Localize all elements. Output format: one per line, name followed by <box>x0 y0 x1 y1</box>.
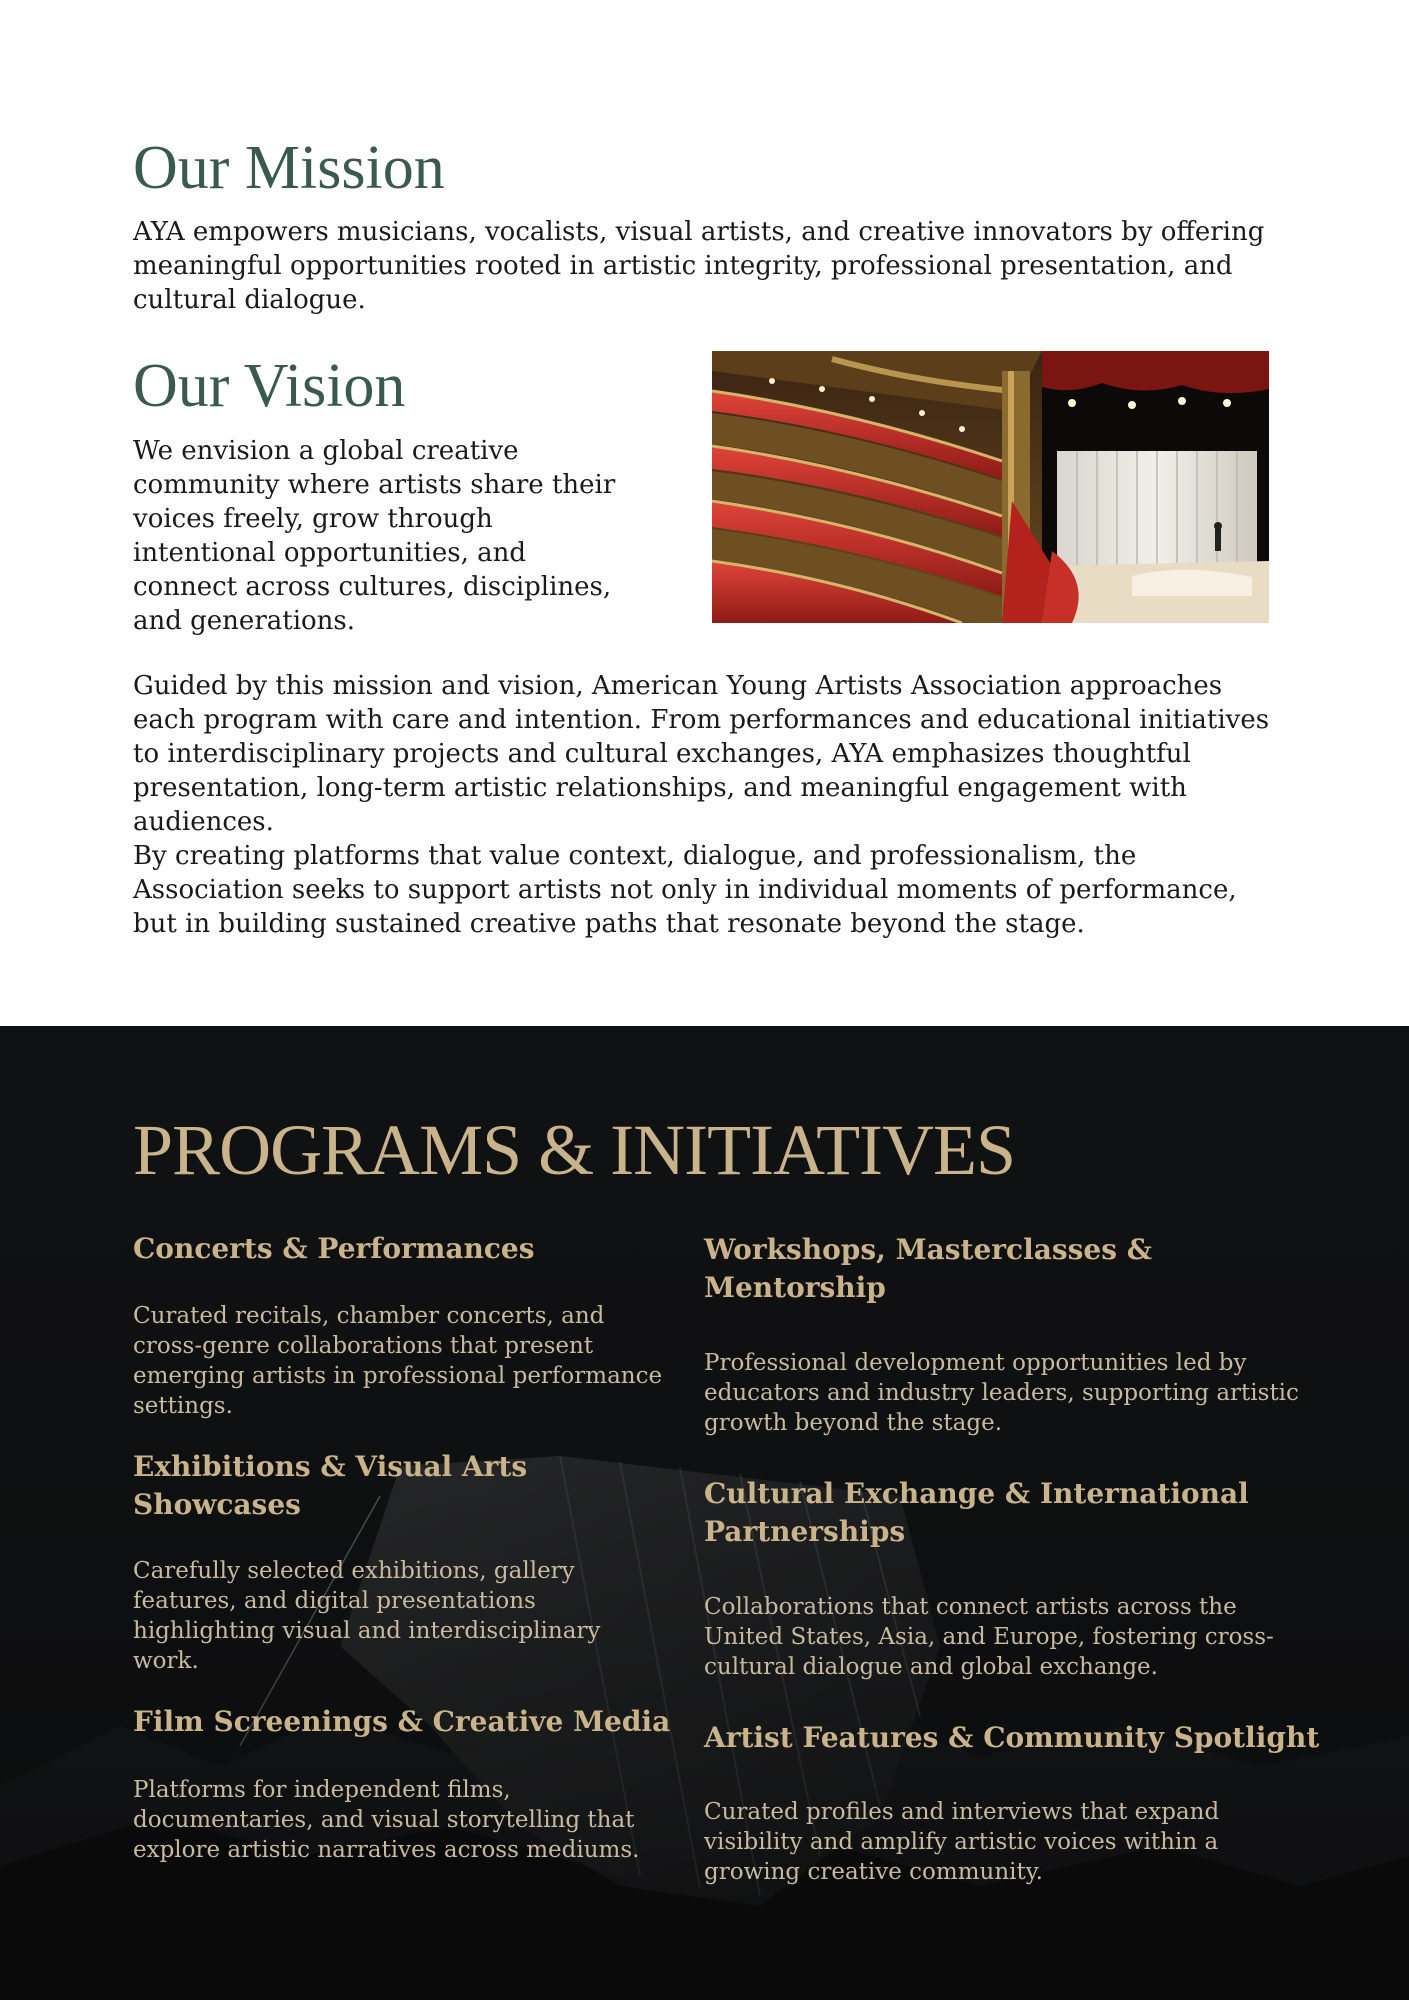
programs-title: PROGRAMS & INITIATIVES <box>133 1110 1016 1190</box>
guided-text <box>133 669 1273 941</box>
program-heading-artist-features: Artist Features & Community Spotlight <box>704 1721 1320 1754</box>
guided-paragraph-1: Guided by this mission and vision, American Young Artists Association approaches each program with care and intention. From performances and educational initiatives to interdisciplinary projects and cultural exchanges, AYA emphasizes thoughtful presentation, long-term artistic relationships, and meaningful engagement with audiences. <box>133 671 1270 837</box>
vision-title: Our Vision <box>133 352 406 420</box>
program-heading-cultural-exchange: Cultural Exchange & International Partnerships <box>704 1477 1249 1548</box>
mission-title: Our Mission <box>133 134 445 202</box>
programs-section <box>0 1026 1409 2000</box>
program-heading-exhibitions: Exhibitions & Visual Arts Showcases <box>133 1450 528 1521</box>
mission-text: AYA empowers musicians, vocalists, visual artists, and creative innovators by offering meaningful opportunities rooted in artistic integrity, professional presentation, and cultural dialogue. <box>133 217 1265 315</box>
program-heading-film: Film Screenings & Creative Media <box>133 1705 671 1738</box>
guided-paragraph-2: By creating platforms that value context, dialogue, and professionalism, the Association seeks to support artists not only in individual moments of performance, but in building sustained creative paths that resonate beyond the stage. <box>133 841 1237 939</box>
program-desc-workshops: Professional development opportunities led by educators and industry leaders, supporting artistic growth beyond the stage. <box>704 1350 1299 1436</box>
program-heading-workshops: Workshops, Masterclasses & Mentorship <box>704 1233 1152 1304</box>
vision-text: We envision a global creative community where artists share their voices freely, grow through intentional opportunities, and connect across cultures, disciplines, and generations. <box>133 436 616 636</box>
program-desc-exhibitions: Carefully selected exhibitions, gallery features, and digital presentations highlighting visual and interdisciplinary work. <box>133 1558 601 1674</box>
program-desc-artist-features: Curated profiles and interviews that expand visibility and amplify artistic voices within a growing creative community. <box>704 1799 1220 1885</box>
program-desc-film: Platforms for independent films, documentaries, and visual storytelling that explore artistic narratives across mediums. <box>133 1777 640 1863</box>
program-desc-cultural-exchange: Collaborations that connect artists across the United States, Asia, and Europe, fostering cross-cultural dialogue and global exchange. <box>704 1594 1274 1680</box>
theater-photo <box>712 351 1269 623</box>
program-desc-concerts: Curated recitals, chamber concerts, and cross-genre collaborations that present emerging artists in professional performance settings. <box>133 1303 663 1419</box>
program-heading-concerts: Concerts & Performances <box>133 1232 535 1265</box>
